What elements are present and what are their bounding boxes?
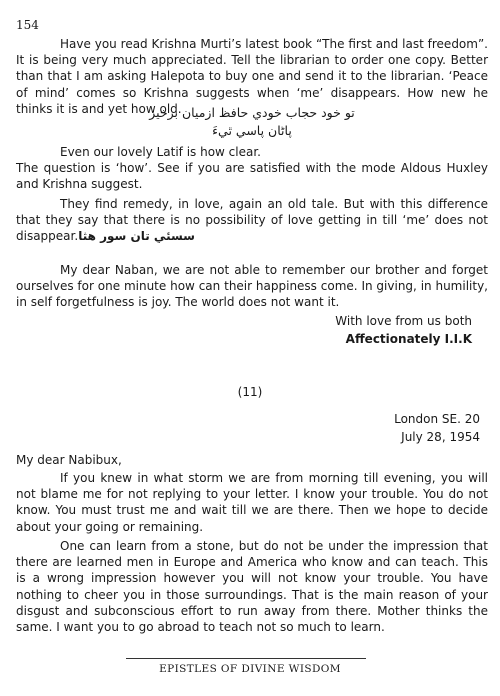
paragraph-remedy (16, 196, 488, 245)
letter-heading (394, 410, 480, 446)
address: London SE. 20 (394, 412, 480, 426)
paragraph-text (16, 196, 488, 245)
paragraph-text: Have you read Krishna Murti’s latest book “The first and last freedom”. It is being very much appreciated. Tell the librarian to order one copy. Better than that I am asking Halepota to buy one and send it to the librarian. ‘Peace of mind’ comes so Krishna suggests when ‘me’ disappears. How new he thinks it is and yet how old. (16, 37, 488, 116)
paragraph-text: One can learn from a stone, but do not be under the impression that there are learned men in Europe and America who know and can teach. This is a wrong impression however you will not know your trouble. You have nothing to cheer you in those surroundings. That is the main reason of your disgust and subconscious effort to run away from there. Mother thinks the same. I want you to go abroad to teach not so much to learn. (16, 539, 488, 635)
paragraph-stone (16, 538, 488, 635)
paragraph-text: My dear Naban, we are not able to remember our brother and forget ourselves for one minute how can their happiness come. In giving, in humility, in self forgetfulness is joy. The world does not want it. (16, 263, 488, 310)
paragraph-latif (16, 144, 488, 193)
urdu-verse-line-1: تو خود حجاب خودي حافظ ازميان برخيز (149, 105, 355, 120)
paragraph-text: Even our lovely Latif is how clear. (60, 145, 261, 159)
closing-line: With love from us both (335, 314, 472, 328)
page-number: 154 (16, 18, 39, 32)
signature: Affectionately I.I.K (345, 332, 472, 346)
paragraph-text: The question is ‘how’. See if you are satisfied with the mode Aldous Huxley and Krishna suggest. (16, 161, 488, 192)
paragraph-storm (16, 470, 488, 535)
urdu-verse-line-2: پاڻان پاسي ٿيءَ (212, 123, 292, 138)
footer-rule (126, 658, 366, 659)
letter-closing (335, 312, 472, 348)
salutation-text: My dear Nabibux, (16, 453, 122, 467)
paragraph-naban (16, 262, 488, 311)
urdu-inline-phrase: سسئي تان سور هثا (78, 229, 195, 244)
letter-date: July 28, 1954 (401, 430, 480, 444)
letter-number: (11) (237, 385, 263, 399)
salutation (16, 452, 488, 468)
paragraph-text: If you knew in what storm we are from morning till evening, you will not blame me for not replying to your letter. I know your trouble. You do not know. You must trust me and wait till we are there. Then we hope to decide about your going or remaining. (16, 471, 488, 534)
running-footer: EPISTLES OF DIVINE WISDOM (159, 663, 341, 675)
paragraph-body: They find remedy, in love, again an old tale. But with this difference that they say that there is no possibility of love getting in till ‘me’ does not disappear. (16, 197, 488, 244)
